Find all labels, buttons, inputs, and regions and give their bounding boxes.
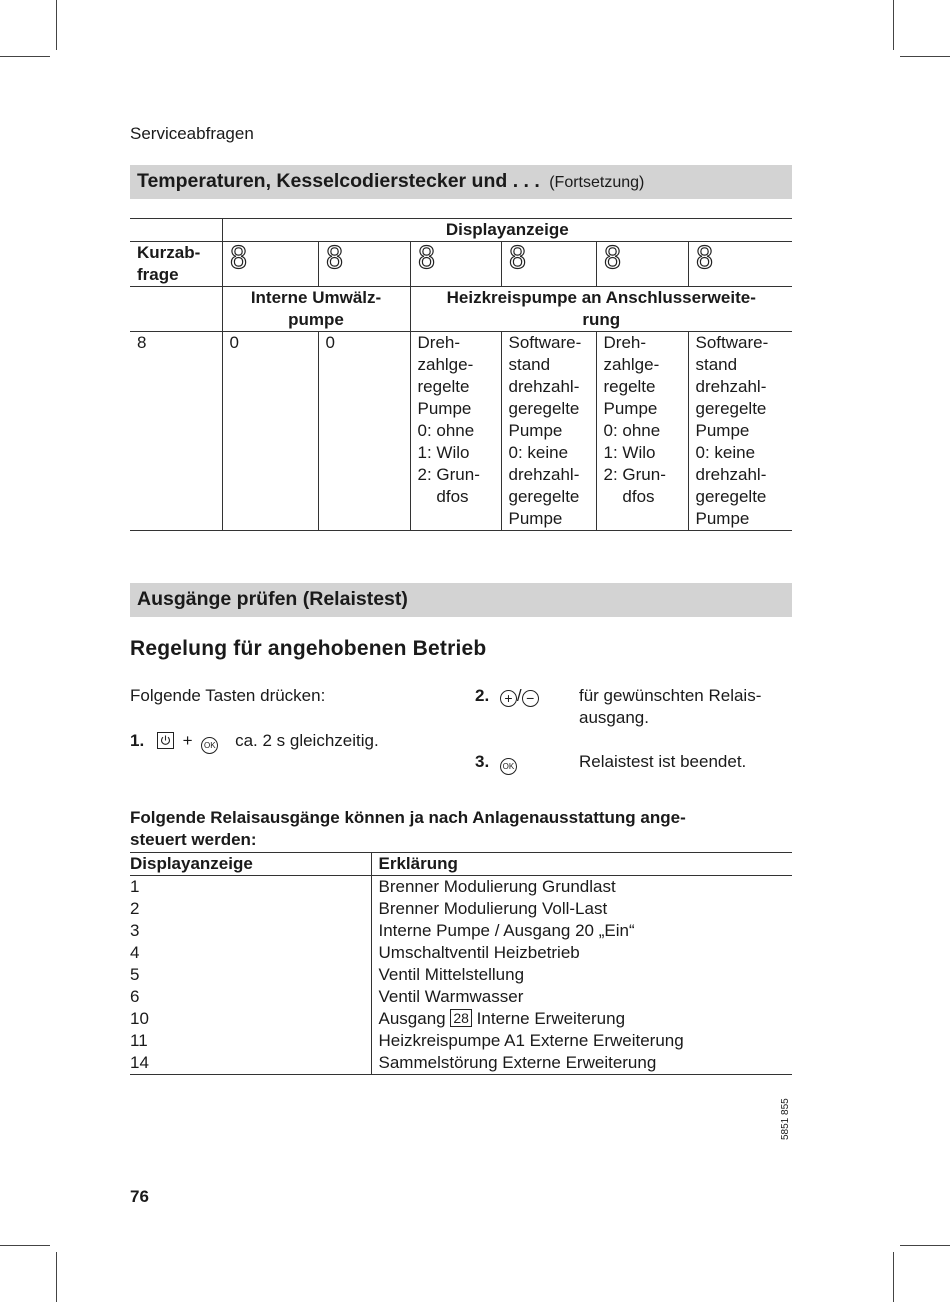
table-row — [130, 1052, 792, 1075]
row-cell: Dreh- zahlge- regelte Pumpe 0: ohne 1: Wilo 2: Grun- dfos — [410, 332, 501, 531]
crop-mark — [0, 56, 50, 57]
table-row — [130, 986, 792, 1008]
segment-digit: 8 — [695, 241, 714, 276]
row-cell: 0 — [318, 332, 410, 531]
group-internal-pump: Interne Umwälz- pumpe — [222, 287, 410, 332]
section-title: Ausgänge prüfen (Relaistest) — [137, 588, 408, 610]
step-text: Relaistest ist beendet. — [579, 752, 747, 771]
relay-code: 6 — [130, 987, 140, 1006]
relay-text-post: Interne Erweiterung — [476, 1009, 626, 1028]
step-text: für gewünschten Relais- ausgang. — [579, 686, 762, 727]
relay-text: Ventil Warmwasser — [371, 986, 792, 1008]
relay-code: 5 — [130, 965, 140, 984]
query-header: Kurzab- frage — [130, 242, 222, 287]
relay-code: 4 — [130, 943, 140, 962]
table-row — [130, 942, 792, 964]
step-number: 1. — [130, 731, 145, 750]
table-row — [130, 1008, 792, 1030]
query-table — [130, 218, 792, 531]
row-cell: Software- stand drehzahl- geregelte Pumpe 0: keine drehzahl- geregelte Pumpe — [501, 332, 596, 531]
slash: / — [516, 686, 522, 705]
relay-code: 11 — [130, 1031, 148, 1050]
segment-digit: 8 — [417, 241, 436, 276]
step-number: 3. — [475, 752, 490, 771]
section-title-note: (Fortsetzung) — [549, 174, 645, 191]
section-banner-relay-test — [130, 583, 792, 617]
relay-text: Heizkreispumpe A1 Externe Erweiterung — [371, 1030, 792, 1052]
section-banner-temperatures — [130, 165, 792, 199]
output-number-badge: 28 — [450, 1009, 472, 1027]
column-header: Erklärung — [371, 853, 792, 876]
table-row — [130, 920, 792, 942]
display-header: Displayanzeige — [222, 219, 792, 242]
relay-text: Brenner Modulierung Voll-Last — [371, 898, 792, 920]
page-number: 76 — [130, 1187, 149, 1206]
relay-text: Sammelstörung Externe Erweiterung — [371, 1052, 792, 1075]
subheading: Regelung für angehobenen Betrieb — [130, 637, 487, 660]
plus-key-icon: + — [500, 690, 517, 707]
row-cell: Software- stand drehzahl- geregelte Pumpe 0: keine drehzahl- geregelte Pumpe — [688, 332, 792, 531]
row-cell: 0 — [222, 332, 318, 531]
ok-key-icon: OK — [201, 737, 218, 754]
relay-text: Ventil Mittelstellung — [371, 964, 792, 986]
step-2 — [475, 685, 539, 707]
section-title: Temperaturen, Kesselcodierstecker und . . . — [137, 170, 540, 192]
crop-mark — [0, 1245, 50, 1246]
crop-mark — [56, 0, 57, 50]
relay-text — [371, 1008, 792, 1030]
relay-code: 1 — [130, 877, 140, 896]
column-header: Displayanzeige — [130, 853, 371, 876]
row-cell: Dreh- zahlge- regelte Pumpe 0: ohne 1: Wilo 2: Grun- dfos — [596, 332, 688, 531]
relay-code: 10 — [130, 1009, 149, 1028]
intro-text: Folgende Tasten drücken: — [130, 686, 326, 705]
step-1 — [130, 730, 379, 754]
table-row — [130, 876, 792, 899]
table-row — [130, 1030, 792, 1052]
power-key-icon — [157, 732, 174, 749]
table-row — [130, 964, 792, 986]
relay-text: Interne Pumpe / Ausgang 20 „Ein“ — [371, 920, 792, 942]
ok-key-icon: OK — [500, 758, 517, 775]
relay-text: Umschaltventil Heizbetrieb — [371, 942, 792, 964]
step-text: ca. 2 s gleichzeitig. — [235, 731, 379, 750]
relay-text-pre: Ausgang — [378, 1009, 446, 1028]
crop-mark — [900, 1245, 950, 1246]
segment-digit: 8 — [508, 241, 527, 276]
segment-digit: 8 — [603, 241, 622, 276]
group-heating-pump: Heizkreispumpe an Anschlusserweite- rung — [410, 287, 792, 332]
relay-code: 2 — [130, 899, 140, 918]
relay-heading: Folgende Relaisausgänge können ja nach Anlagenausstattung ange- steuert werden: — [130, 808, 686, 849]
step-3 — [475, 751, 517, 775]
relay-text: Brenner Modulierung Grundlast — [371, 876, 792, 899]
relay-table — [130, 852, 792, 1075]
table-row — [130, 898, 792, 920]
step-number: 2. — [475, 686, 490, 705]
crop-mark — [893, 0, 894, 50]
segment-digit: 8 — [325, 241, 344, 276]
plus-sign: + — [182, 731, 193, 750]
relay-code: 3 — [130, 921, 140, 940]
row-code: 8 — [130, 332, 222, 531]
relay-code: 14 — [130, 1052, 371, 1075]
section-label: Serviceabfragen — [130, 124, 254, 143]
crop-mark — [900, 56, 950, 57]
minus-key-icon: − — [522, 690, 539, 707]
segment-digit: 8 — [229, 241, 248, 276]
crop-mark — [56, 1252, 57, 1302]
crop-mark — [893, 1252, 894, 1302]
document-number: 5851 855 — [780, 1098, 791, 1140]
